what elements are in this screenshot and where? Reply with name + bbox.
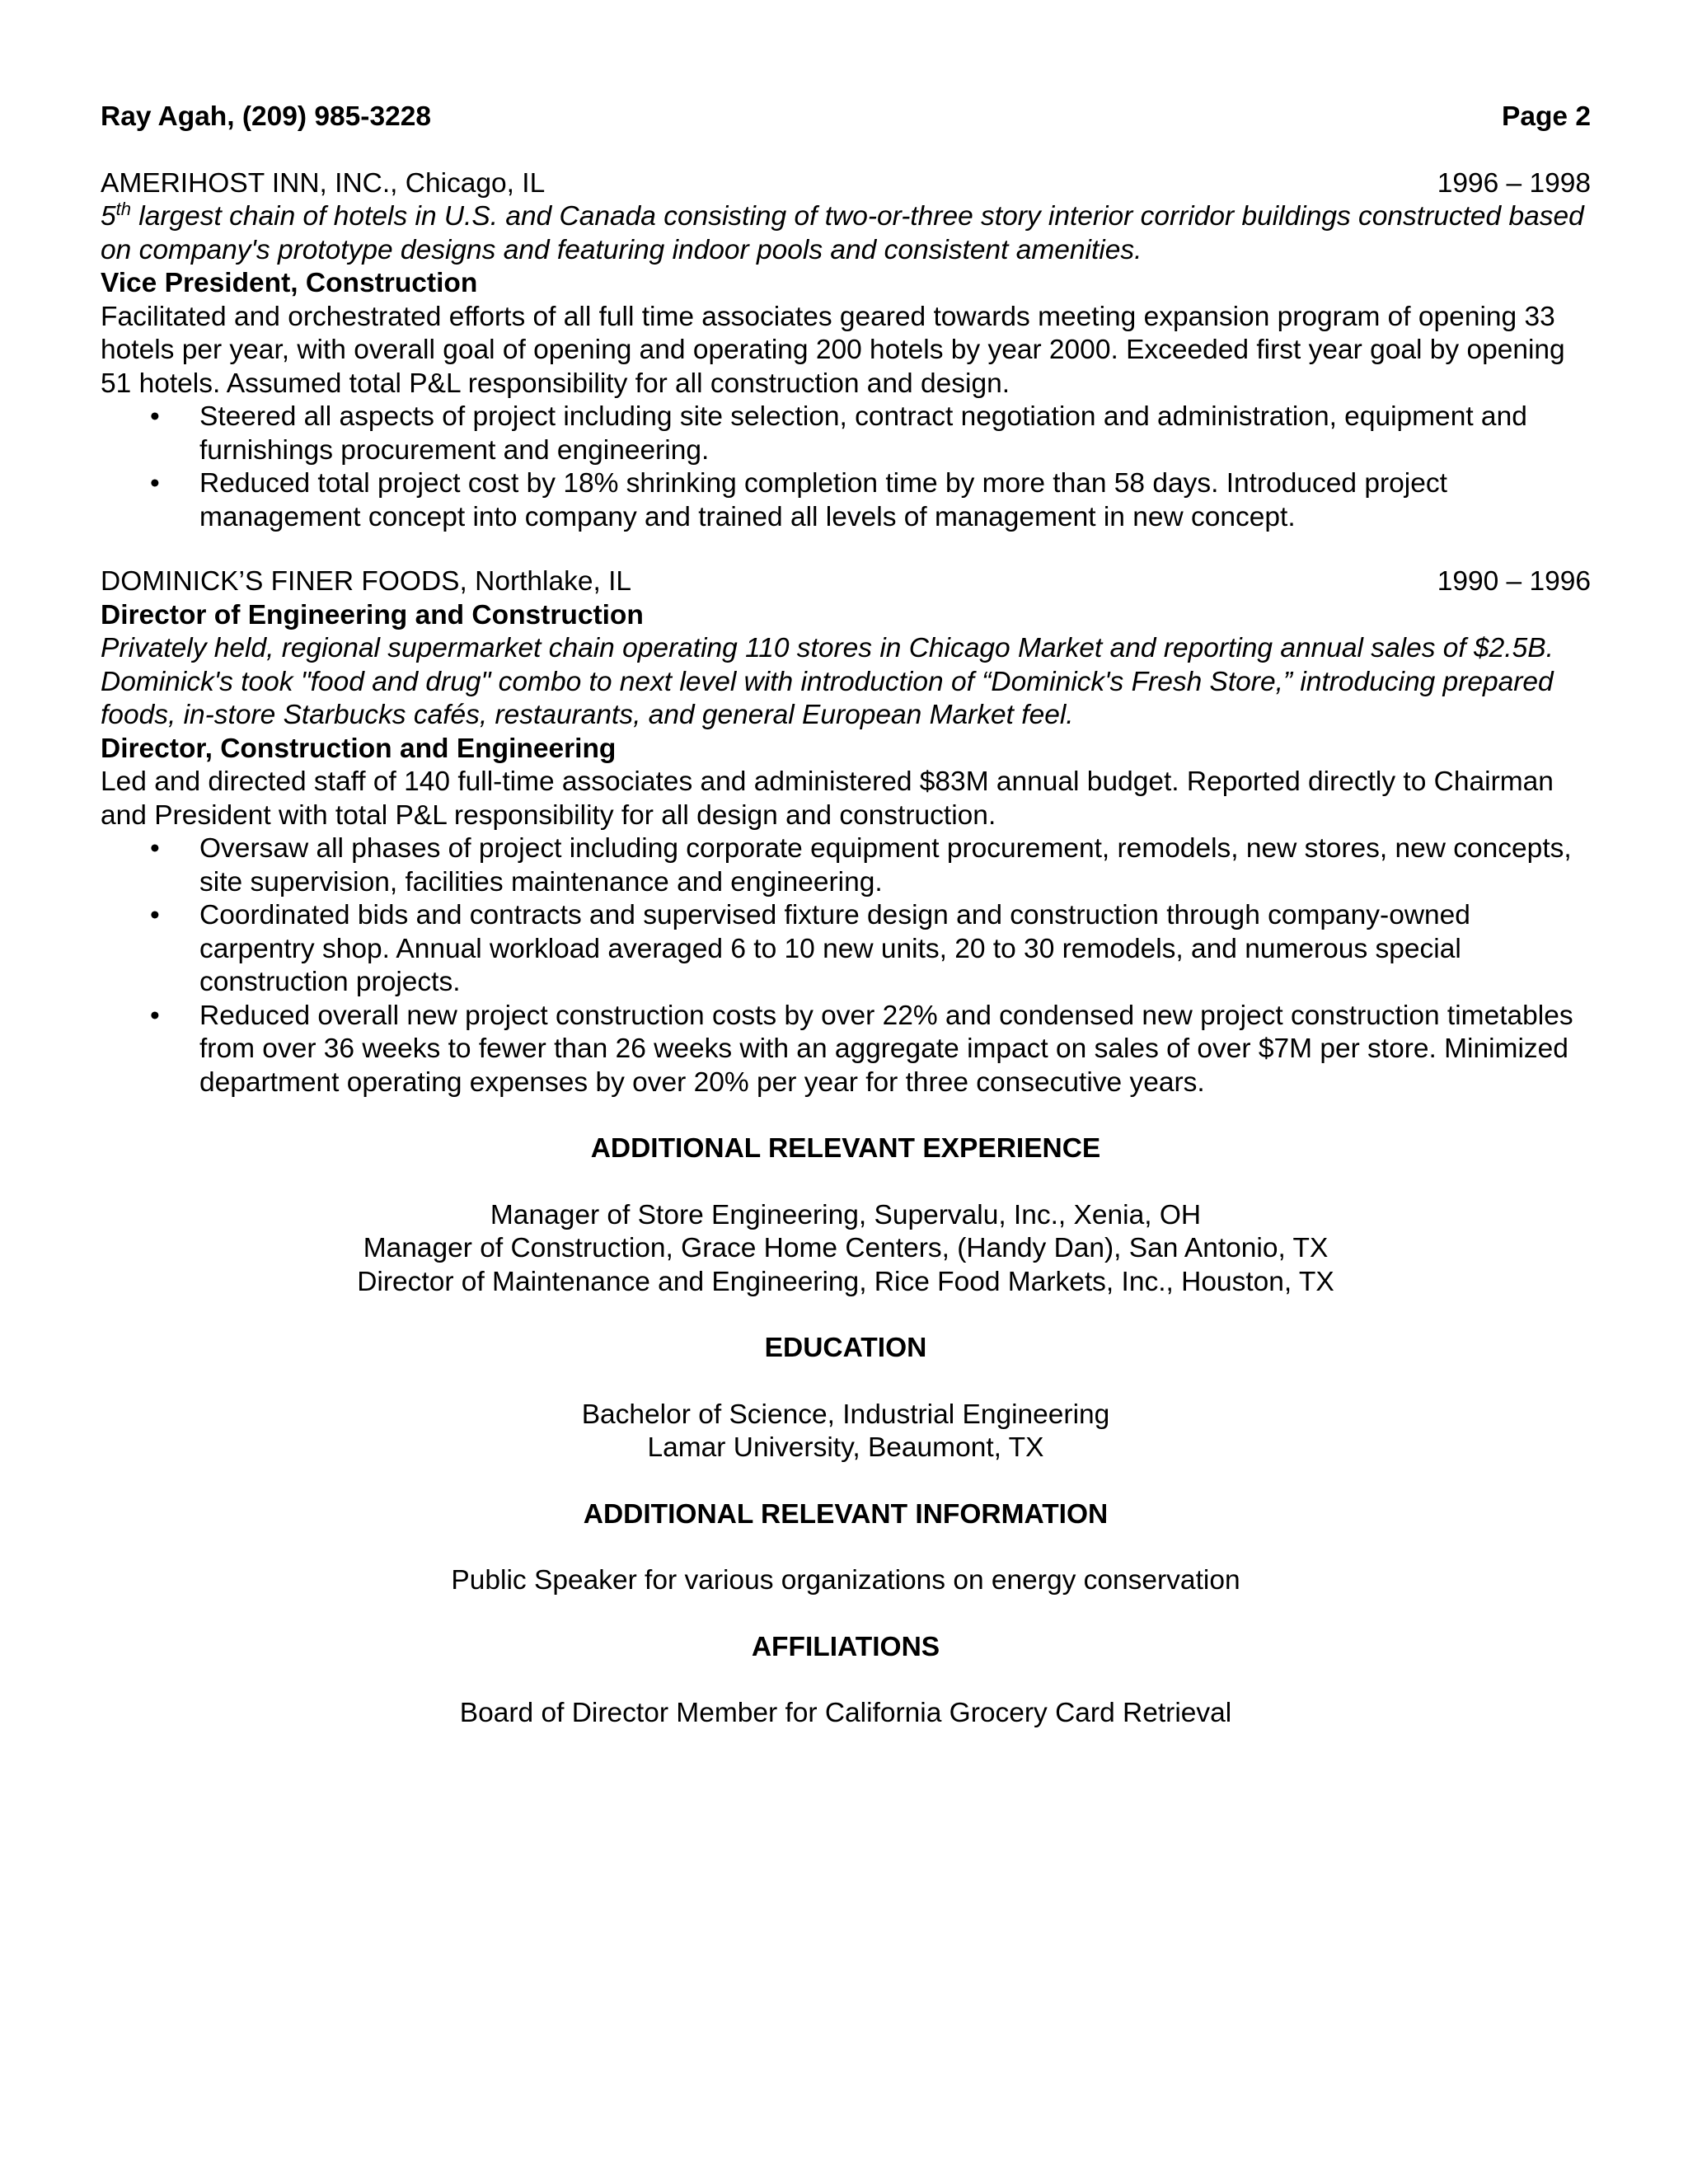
bullet-icon: •	[150, 900, 160, 930]
list-item: Board of Director Member for California Grocery Card Retrieval	[459, 1698, 1232, 1728]
affiliations-heading: AFFILIATIONS	[751, 1631, 940, 1662]
list-item: Manager of Store Engineering, Supervalu, Inc., Xenia, OH	[490, 1199, 1202, 1230]
education-heading: EDUCATION	[764, 1333, 927, 1363]
job-dominicks	[101, 565, 1591, 1099]
bullet-icon: •	[150, 1000, 160, 1031]
education-list	[101, 1399, 1591, 1465]
degree: Bachelor of Science, Industrial Engineering	[581, 1399, 1110, 1430]
additional-experience-heading: ADDITIONAL RELEVANT EXPERIENCE	[590, 1133, 1101, 1164]
job-title: Director, Construction and Engineering	[101, 733, 617, 764]
achievement-list	[101, 832, 1591, 1099]
list-item: Public Speaker for various organizations on energy conservation	[451, 1565, 1240, 1596]
bullet-icon: •	[150, 833, 160, 864]
list-item: • Oversaw all phases of project including corporate equipment procurement, remodels, new stores, new concepts, site supervision, facilities maintenance and engineering.	[150, 833, 1572, 898]
additional-information-heading: ADDITIONAL RELEVANT INFORMATION	[583, 1498, 1109, 1530]
list-item: • Steered all aspects of project including site selection, contract negotiation and administration, equipment and furnishings procurement and engineering.	[150, 401, 1527, 466]
page-header	[101, 101, 1591, 134]
school: Lamar University, Beaumont, TX	[647, 1432, 1044, 1463]
list-item: Director of Maintenance and Engineering, Rice Food Markets, Inc., Houston, TX	[357, 1266, 1334, 1297]
job-subtitle: Director of Engineering and Construction	[101, 599, 644, 630]
job-summary: Facilitated and orchestrated efforts of all full time associates geared towards meeting expansion program of opening 33 hotels per year, with overall goal of opening and operating 200 hotels by year 2000. Exceeded first year goal by opening 51 hotels. Assumed total P&L responsibility for all construction and design.	[101, 301, 1565, 399]
affiliations-list	[101, 1697, 1591, 1731]
job-header	[101, 167, 1591, 201]
additional-experience-list	[101, 1199, 1591, 1300]
job-header	[101, 565, 1591, 599]
company-name: AMERIHOST INN, INC., Chicago, IL	[101, 167, 546, 199]
list-item: • Reduced total project cost by 18% shrinking completion time by more than 58 days. Introduced project management concept into company and trained all levels of management in new concept.	[150, 468, 1447, 532]
company-description: 5th largest chain of hotels in U.S. and Canada consisting of two-or-three story interior corridor buildings constructed based on company's prototype designs and featuring indoor pools and consistent amenities.	[101, 199, 1584, 265]
resume-page	[101, 101, 1591, 1731]
name-phone: Ray Agah, (209) 985-3228	[101, 101, 431, 132]
job-dates: 1990 – 1996	[1437, 566, 1591, 597]
job-dates: 1996 – 1998	[1437, 167, 1591, 199]
list-item: Manager of Construction, Grace Home Centers, (Handy Dan), San Antonio, TX	[363, 1233, 1329, 1263]
job-amerihost	[101, 167, 1591, 535]
list-item: • Reduced overall new project construction costs by over 22% and condensed new project construction timetables from over 36 weeks to fewer than 26 weeks with an aggregate impact on sales of over $7M per store. Minimized department operating expenses by over 20% per year for three consecutive years.	[150, 1000, 1573, 1098]
achievement-list	[101, 401, 1591, 534]
page-number: Page 2	[1501, 101, 1591, 132]
company-name: DOMINICK’S FINER FOODS, Northlake, IL	[101, 566, 632, 597]
company-description: Privately held, regional supermarket chain operating 110 stores in Chicago Market and reporting annual sales of $2.5B. Dominick's took "food and drug" combo to next level with introduction of “Dominick's Fresh Store,” introducing prepared foods, in-store Starbucks cafés, restaurants, and general European Market feel.	[101, 633, 1554, 730]
bullet-icon: •	[150, 401, 160, 432]
job-summary: Led and directed staff of 140 full-time associates and administered $83M annual budget. Reported directly to Chairman and President with total P&L responsibility for all design and construction.	[101, 766, 1554, 831]
additional-information-list	[101, 1564, 1591, 1598]
list-item: • Coordinated bids and contracts and supervised fixture design and construction through company-owned carpentry shop. Annual workload averaged 6 to 10 new units, 20 to 30 remodels, and numerous special construction projects.	[150, 900, 1470, 997]
job-title: Vice President, Construction	[101, 268, 478, 298]
bullet-icon: •	[150, 468, 160, 499]
